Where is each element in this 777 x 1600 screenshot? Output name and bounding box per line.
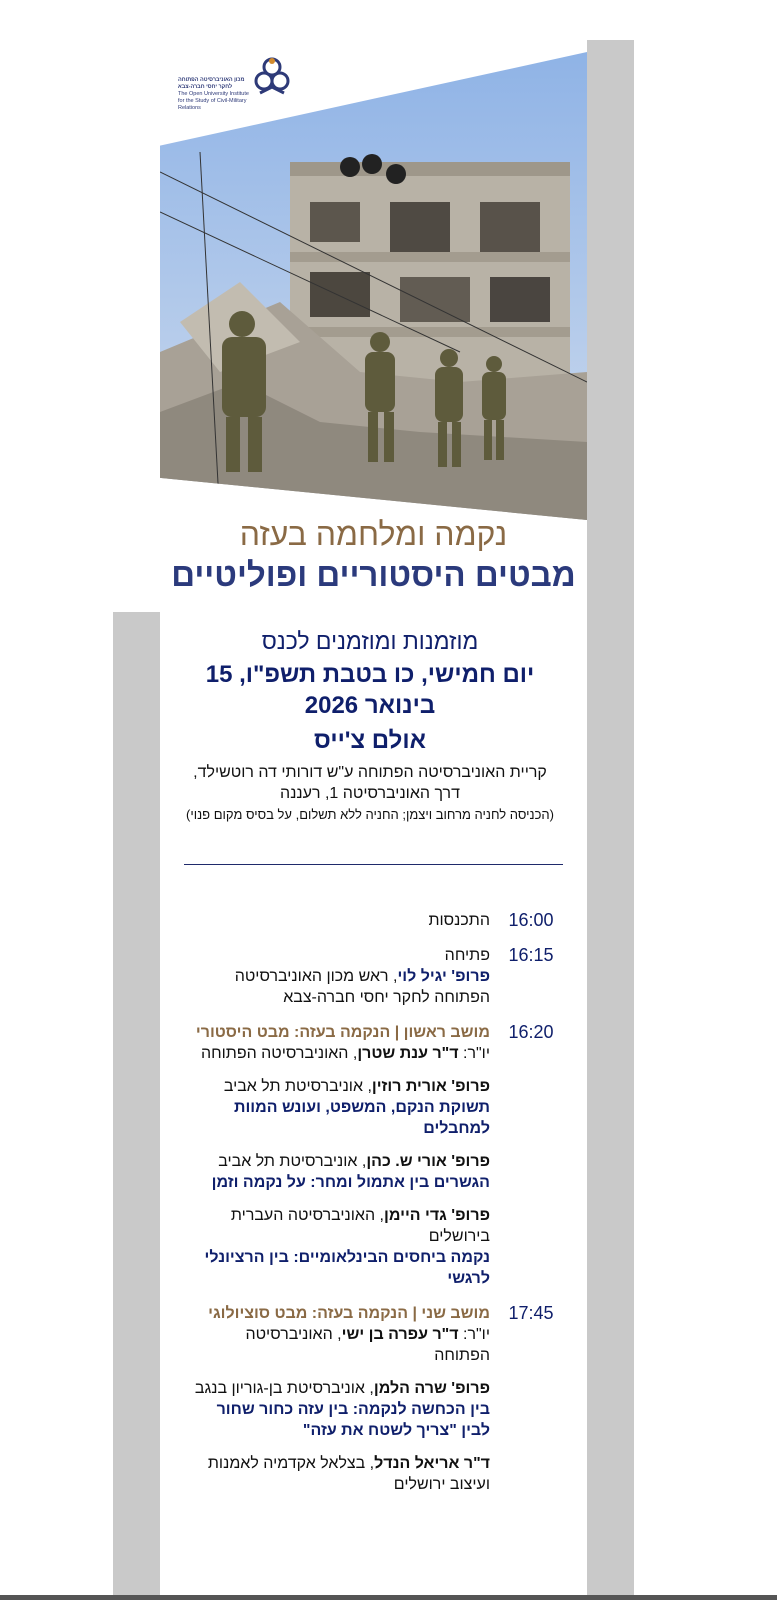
talk	[190, 1151, 490, 1193]
speaker-line	[190, 1151, 490, 1172]
speaker-affiliation: , אוניברסיטת תל אביב	[218, 1153, 367, 1170]
speaker-line	[190, 1076, 490, 1097]
agenda-item	[180, 910, 572, 931]
session-title: מושב ראשון | הנקמה בעזה: מבט היסטורי	[195, 1024, 490, 1041]
speaker-line	[190, 966, 490, 1008]
logo-name-he-2: לחקר יחסי חברה-צבא	[178, 84, 233, 90]
speaker-name: פרופ' אורית רוזין	[371, 1078, 490, 1095]
speaker-name: פרופ' גדי היימן	[384, 1207, 490, 1224]
agenda	[180, 910, 572, 1509]
talk-title: תשוקת הנקם, המשפט, ועונש המוות למחבלים	[233, 1099, 490, 1137]
chair-name: ד"ר עפרה בן ישי	[341, 1326, 459, 1343]
talk	[190, 1453, 490, 1495]
chair-affiliation: , האוניברסיטה הפתוחה	[245, 1326, 490, 1364]
logo-text	[178, 77, 258, 112]
agenda-time: 16:15	[508, 945, 554, 965]
agenda-item	[180, 945, 572, 1008]
logo-mark-icon	[254, 55, 290, 99]
event-address: קריית האוניברסיטה הפתוחה ע"ש דורותי דה רוטשילד, דרך האוניברסיטה 1, רעננה	[193, 764, 547, 802]
chair-prefix: יו"ר:	[458, 1326, 490, 1343]
agenda-item	[180, 1022, 572, 1289]
agenda-time: 16:20	[508, 1022, 554, 1042]
speaker-name: פרופ' שרה הלמן	[373, 1380, 490, 1397]
session-title: מושב שני | הנקמה בעזה: מבט סוציולוגי	[208, 1305, 490, 1322]
agenda-desc	[190, 945, 490, 1008]
logo-name-he-1: מכון האוניברסיטה הפתוחה	[178, 77, 245, 83]
agenda-desc	[190, 1022, 490, 1289]
agenda-desc	[190, 1303, 490, 1495]
speaker-affiliation: , בצלאל אקדמיה לאמנות ועיצוב ירושלים	[207, 1455, 490, 1493]
event-hall: אולם צ'ייס	[314, 727, 426, 754]
agenda-time: 16:00	[508, 910, 554, 930]
hero-photo	[160, 52, 587, 520]
chair-line	[190, 1324, 490, 1366]
speaker-affiliation: , אוניברסיטת בן-גוריון בנגב	[194, 1380, 374, 1397]
logo-name-en-1: The Open University Institute	[178, 91, 249, 97]
divider	[184, 864, 563, 865]
event-date: יום חמישי, כו בטבת תשפ"ו, 15 בינואר 2026	[205, 661, 535, 719]
invitation-line: מוזמנות ומוזמנים לכנס	[261, 628, 479, 654]
speaker-name: פרופ' אורי ש. כהן	[366, 1153, 490, 1170]
decorative-bar-right	[587, 40, 634, 1600]
agenda-item	[180, 1303, 572, 1495]
agenda-desc	[190, 910, 490, 931]
speaker-affiliation: , האוניברסיטה העברית בירושלים	[230, 1207, 490, 1245]
speaker-name: ד"ר אריאל הנדל	[374, 1455, 490, 1472]
institute-logo	[178, 55, 288, 117]
speaker-line	[190, 1205, 490, 1247]
talk	[190, 1205, 490, 1289]
speaker-affiliation: , אוניברסיטת תל אביב	[223, 1078, 372, 1095]
speaker-name: פרופ' יגיל לוי	[397, 968, 490, 985]
bottom-edge	[0, 1595, 777, 1600]
chair-name: ד"ר ענת שטרן	[357, 1045, 459, 1062]
decorative-bar-left	[113, 612, 160, 1600]
talk-title: נקמה ביחסים הבינלאומיים: בין הרציונלי לרגשי	[204, 1249, 490, 1287]
talk	[190, 1076, 490, 1139]
speaker-affiliation: , ראש מכון האוניברסיטה הפתוחה לחקר יחסי חברה-צבא	[234, 968, 490, 1006]
agenda-title: התכנסות	[428, 912, 490, 929]
talk-title: הגשרים בין אתמול ומחר: על נקמה וזמן	[211, 1174, 490, 1191]
speaker-line	[190, 1378, 490, 1399]
talk-title: בין הכחשה לנקמה: בין עזה כחור שחור לבין "צריך לשטח את עזה"	[216, 1401, 490, 1439]
agenda-title: פתיחה	[444, 947, 490, 964]
chair-line	[190, 1043, 490, 1064]
page-subtitle: מבטים היסטוריים ופוליטיים	[171, 556, 576, 593]
page-title: נקמה ומלחמה בעזה	[239, 516, 508, 552]
speaker-line	[190, 1453, 490, 1495]
chair-affiliation: , האוניברסיטה הפתוחה	[200, 1045, 358, 1062]
invitation-block	[180, 628, 560, 824]
talk	[190, 1378, 490, 1441]
agenda-time: 17:45	[508, 1303, 554, 1323]
logo-name-en-2: for the Study of Civil-Military Relations	[178, 98, 247, 111]
parking-note: (הכניסה לחניה מרחוב ויצמן; החניה ללא תשלום, על בסיס מקום פנוי)	[186, 807, 554, 822]
chair-prefix: יו"ר:	[458, 1045, 490, 1062]
